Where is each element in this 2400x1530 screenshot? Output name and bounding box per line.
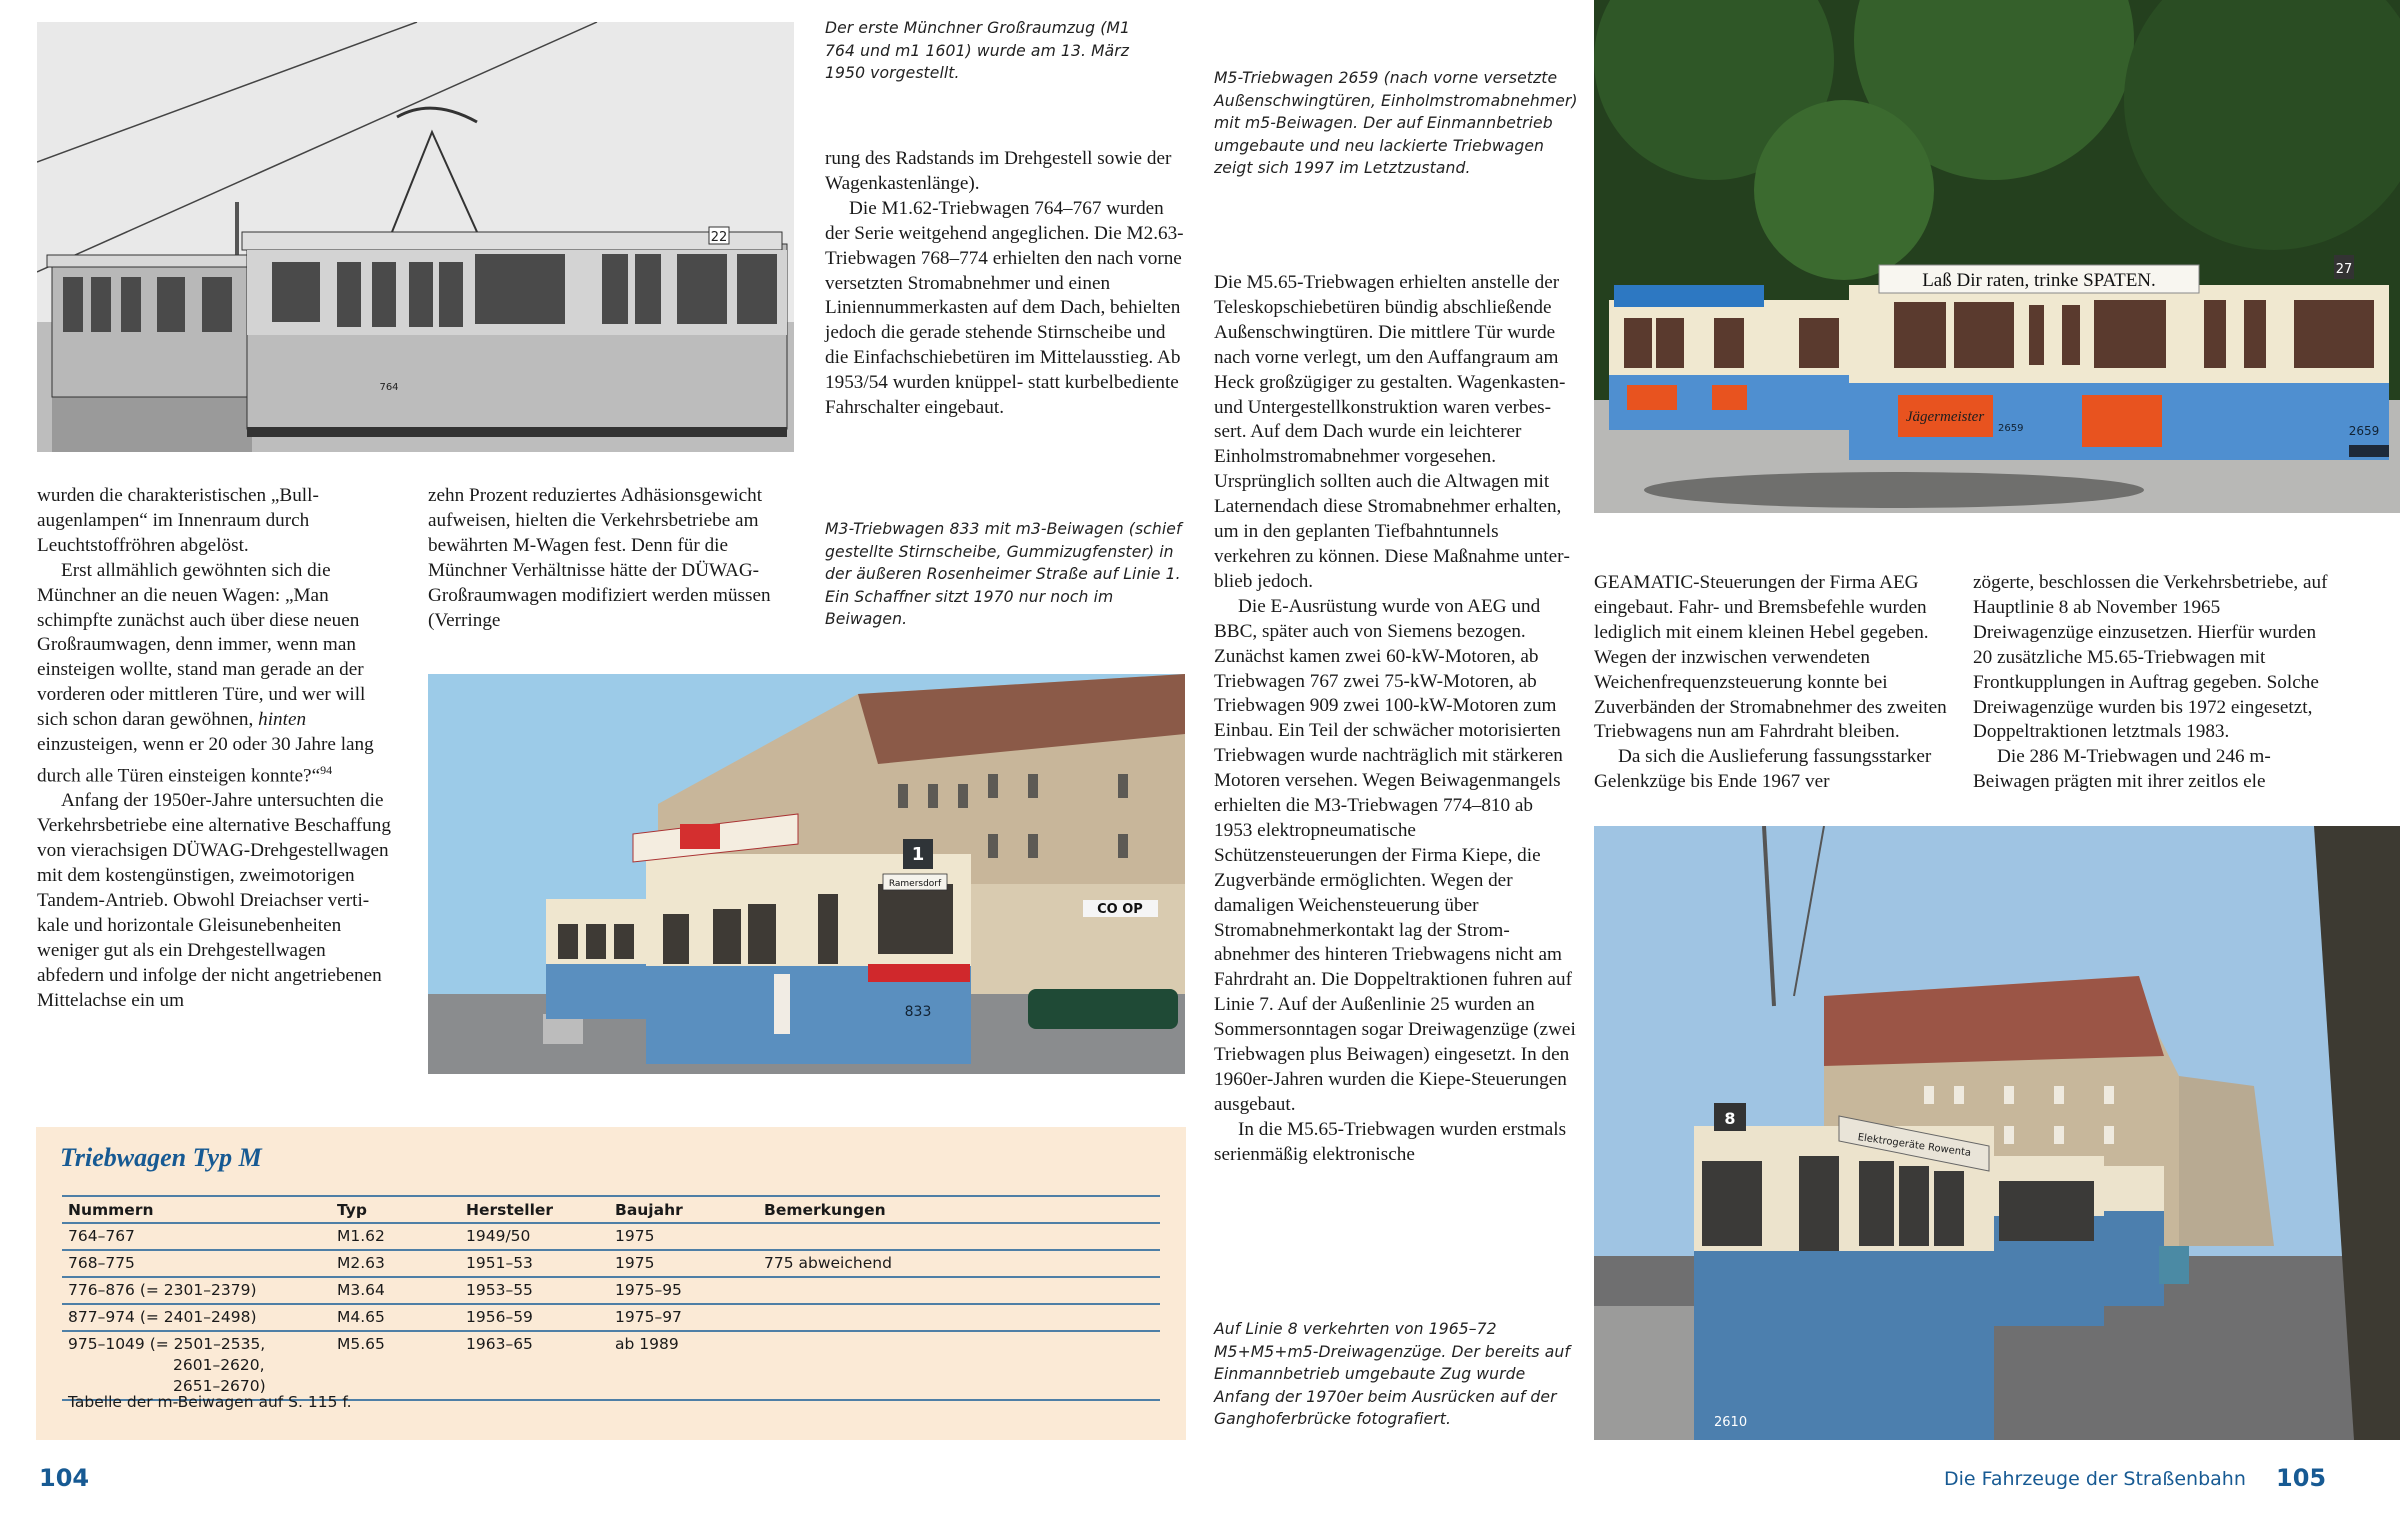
cell-typ: M2.63 [331, 1250, 460, 1277]
cell-bemerkungen: 775 abweichend [758, 1250, 1160, 1277]
cell-baujahr: ab 1989 [609, 1331, 758, 1400]
text-run: einzusteigen, wenn er 20 oder 30 Jahre lang durch alle Türen einsteigen konnte?“ [37, 734, 374, 787]
cell-baujahr: 1975 [609, 1250, 758, 1277]
paragraph: Anfang der 1950er-Jahre untersuchten die Verkehrsbetriebe eine alternative Beschaffung von vierachsigen DÜWAG-Drehgestellwagen mit dem kostengünstigen, zweimotorigen Tandem-Antrieb. Obwohl Dreiachser vertikale und horizontale Gleisunebenheiten weniger gut als ein Drehgestellwagen abfedern und infolge der nicht angetriebenen Mittelachse ein um [37, 790, 391, 1011]
cell-hersteller: 1956–59 [460, 1304, 609, 1331]
cell-baujahr: 1975–95 [609, 1277, 758, 1304]
running-head: Die Fahrzeuge der Straßenbahn [1944, 1468, 2246, 1490]
table-row [62, 1277, 1160, 1304]
cell-baujahr: 1975 [609, 1223, 758, 1250]
column-header: Hersteller [460, 1196, 609, 1223]
paragraph: Die M5.65-Triebwagen erhielten anstelle der Teleskopschiebetüren bündig abschließende Außenschwingtüren. Die mittlere Tür wurde nach vorne verlegt, um den Auffangraum am Heck großzügiger zu gestalten. Wagenkasten- und Untergestellkonstruktion waren verbessert. Auf dem Dach wurde ein leichterer Einholmstromabnehmer vorgesehen. Ursprünglich sollten auch die Altwagen mit Laternendach diese Stromabnehmer erhalten, um in den geplanten Tiefbahntunnels verkehren zu können. Diese Maßnahme unterblieb jedoch. [1214, 272, 1570, 592]
body-column-5 [1594, 571, 1948, 795]
paragraph: zehn Prozent reduziertes Adhäsionsgewicht aufweisen, hielten die Verkehrsbetriebe am bewährten M-Wagen fest. Denn für die Münchner Verhältnisse hätte der DÜWAG-Großraumwagen modifiziert werden müssen (Verringe [428, 485, 771, 631]
cell-nummern [62, 1331, 331, 1400]
nummern-line: 2601–2620, [173, 1356, 265, 1374]
cell-nummern: 764–767 [62, 1223, 331, 1250]
footnote-reference[interactable]: 94 [320, 762, 333, 777]
text-run: Erst allmählich gewöhnten sich die Münchner an die neuen Wagen: „Man schimpfte zunächst auch über diese neuen Großraumwagen, denn immer, wenn man einsteigen wollte, stand man gerade an der vorderen oder mittleren Türe, und wer will sich schon daran gewöhnen, [37, 559, 366, 731]
photo1-route-number: 22 [710, 230, 728, 245]
cell-baujahr: 1975–97 [609, 1304, 758, 1331]
cell-hersteller: 1963–65 [460, 1331, 609, 1400]
photo-first-grossraumzug [37, 22, 794, 452]
photo3-car-number-side: 2659 [1998, 423, 2024, 434]
cell-hersteller: 1951–53 [460, 1250, 609, 1277]
caption-photo-4: Auf Linie 8 verkehrten von 1965–72 M5+M5+m5-Dreiwagenzüge. Der bereits auf Einmannbetrieb umgebaute Zug wurde Anfang der 1970er beim Ausrücken auf der Ganghoferbrücke fotografiert. [1214, 1320, 1570, 1429]
body-column-6 [1973, 571, 2335, 795]
emphasis-text: hinten [258, 709, 307, 731]
photo3-roof-ad: Laß Dir raten, trinke SPATEN. [1922, 270, 2156, 291]
cell-typ: M5.65 [331, 1331, 460, 1400]
photo3-route-number: 27 [2335, 262, 2353, 277]
cell-nummern: 776–876 (= 2301–2379) [62, 1277, 331, 1304]
table-note: Tabelle der m-Beiwagen auf S. 115 f. [68, 1393, 352, 1411]
column-header: Baujahr [609, 1196, 758, 1223]
table-title: Triebwagen Typ M [60, 1143, 262, 1172]
body-column-1 [37, 484, 391, 1013]
cell-bemerkungen [758, 1304, 1160, 1331]
table-row [62, 1331, 1160, 1400]
photo1-car-number: 764 [379, 382, 399, 393]
paragraph: Die E-Ausrüstung wurde von AEG und BBC, später auch von Siemens bezogen. Zunächst kamen zwei 60-kW-Motoren, ab Triebwagen 767 zwei 75-kW-Motoren, ab Triebwagen 909 zwei 100-kW-Motoren zum Einbau. Ein Teil der schwächer motorisierten Triebwagen wurde nachträglich mit stärkeren Motoren versehen. Wegen Beiwagenmangels erhielten die M3-Triebwagen 774–810 ab 1953 elektropneumatische Schützensteuerungen der Firma Kiepe, die Zugverbände ermöglichten. Wegen der damaligen Weichensteuerung über Stromabnehmerkontakt lag der Stromabnehmer des hinteren Triebwagens nicht am Fahrdraht an. Die Doppeltraktionen fuhren auf Linie 7. Auf der Außenlinie 25 wurden an Sommersonntagen sogar Dreiwagenzüge (zwei Triebwagen plus Beiwagen) eingesetzt. In den 1960er-Jahren wurden die Kiepe-Steuerungen ausgebaut. [1214, 595, 1576, 1115]
photo2-destination: Ramersdorf [888, 879, 942, 889]
cell-bemerkungen [758, 1331, 1160, 1400]
caption-photo-3: M5-Triebwagen 2659 (nach vorne versetzte Außenschwingtüren, Einholmstromabnehmer) mit m5-Beiwagen. Der auf Einmannbetrieb umgebaute und neu lackierte Triebwagen zeigt sich 1997 im Letztzustand. [1214, 69, 1578, 178]
column-header: Typ [331, 1196, 460, 1223]
page-number-left: 104 [39, 1464, 90, 1492]
column-header: Nummern [62, 1196, 331, 1223]
paragraph: wurden die charakteristischen „Bullaugenlampen“ im Innenraum durch Leuchtstoffröhren abgelöst. [37, 485, 319, 556]
cell-nummern: 768–775 [62, 1250, 331, 1277]
paragraph: Die M1.62-Triebwagen 764–767 wurden der Serie weitgehend angeglichen. Die M2.63-Triebwagen 768–774 erhielten den nach vorne versetzten Stromabnehmer und einen Liniennummerkasten auf dem Dach, behielten jedoch die gerade stehende Stirnscheibe und die Einfachschiebetüren im Mittelausstieg. Ab 1953/54 wurden knüppel- statt kurbelbediente Fahrschalter eingebaut. [825, 197, 1184, 419]
paragraph: zögerte, beschlossen die Verkehrsbetriebe, auf Hauptlinie 8 ab November 1965 Dreiwagenzüge einzusetzen. Hierfür wurden 20 zusätzliche M5.65-Triebwagen mit Frontkupplungen in Auftrag gegeben. Solche Dreiwagenzüge wurden bis 1972 eingesetzt, Doppeltraktionen letztmals 1983. [1973, 572, 2328, 743]
cell-nummern: 877–974 (= 2401–2498) [62, 1304, 331, 1331]
cell-typ: M3.64 [331, 1277, 460, 1304]
cell-bemerkungen [758, 1223, 1160, 1250]
spec-table-box [36, 1127, 1186, 1440]
caption-photo-1: Der erste Münchner Großraumzug (M1 764 und m1 1601) wurde am 13. März 1950 vorgestellt. [825, 19, 1130, 83]
photo-m5-2659 [1594, 0, 2400, 513]
photo4-car-number: 2610 [1714, 1415, 1748, 1430]
nummern-line: 975–1049 (= 2501–2535, [68, 1335, 266, 1353]
photo2-route-number: 1 [911, 844, 925, 865]
body-column-3 [825, 147, 1185, 421]
photo2-shop-sign: CO OP [1097, 902, 1143, 917]
photo4-roof-ad: Elektrogeräte Rowenta [1856, 1132, 1972, 1159]
cell-typ: M1.62 [331, 1223, 460, 1250]
paragraph: rung des Radstands im Drehgestell sowie der Wagenkastenlänge). [825, 148, 1172, 194]
photo3-side-ad: Jägermeister [1905, 409, 1985, 425]
table-row [62, 1223, 1160, 1250]
page-number-right: 105 [2276, 1464, 2327, 1492]
cell-bemerkungen [758, 1277, 1160, 1304]
paragraph: In die M5.65-Triebwagen wurden erstmals serienmäßig elektronische [1214, 1118, 1567, 1165]
cell-hersteller: 1953–55 [460, 1277, 609, 1304]
photo-m3-833 [428, 674, 1185, 1074]
body-column-4 [1214, 271, 1576, 1168]
table-header-row [62, 1196, 1160, 1223]
paragraph: GEAMATIC-Steuerungen der Firma AEG eingebaut. Fahr- und Bremsbefehle wurden lediglich mit einem kleinen Hebel gegeben. Wegen der inzwischen verwendeten Weichenfrequenzsteuerung konnte bei Zuverbänden der Stromabnehmer des zweiten Triebwagens nun am Fahrdraht bleiben. [1594, 572, 1947, 743]
caption-photo-2: M3-Triebwagen 833 mit m3-Beiwagen (schief gestellte Stirnscheibe, Gummizugfenster) in der äußeren Rosenheimer Straße auf Linie 1. Ein Schaffner sitzt 1970 nur noch im Beiwagen. [825, 520, 1182, 629]
spec-table [62, 1195, 1160, 1401]
photo3-car-number-front: 2659 [2348, 424, 2380, 438]
nummern-line: 2651–2670) [173, 1377, 266, 1395]
column-header: Bemerkungen [758, 1196, 1160, 1223]
paragraph: Da sich die Auslieferung fassungsstarker Gelenkzüge bis Ende 1967 ver [1594, 746, 1932, 793]
body-column-2 [428, 484, 782, 633]
table-row [62, 1250, 1160, 1277]
photo2-car-number: 833 [904, 1004, 932, 1020]
cell-hersteller: 1949/50 [460, 1223, 609, 1250]
paragraph: Die 286 M-Triebwagen und 246 m-Beiwagen prägten mit ihrer zeitlos ele [1973, 746, 2271, 793]
cell-typ: M4.65 [331, 1304, 460, 1331]
table-row [62, 1304, 1160, 1331]
photo4-route-number: 8 [1724, 1109, 1736, 1128]
paragraph [37, 559, 391, 790]
photo-line8-dreiwagenzug [1594, 826, 2400, 1440]
